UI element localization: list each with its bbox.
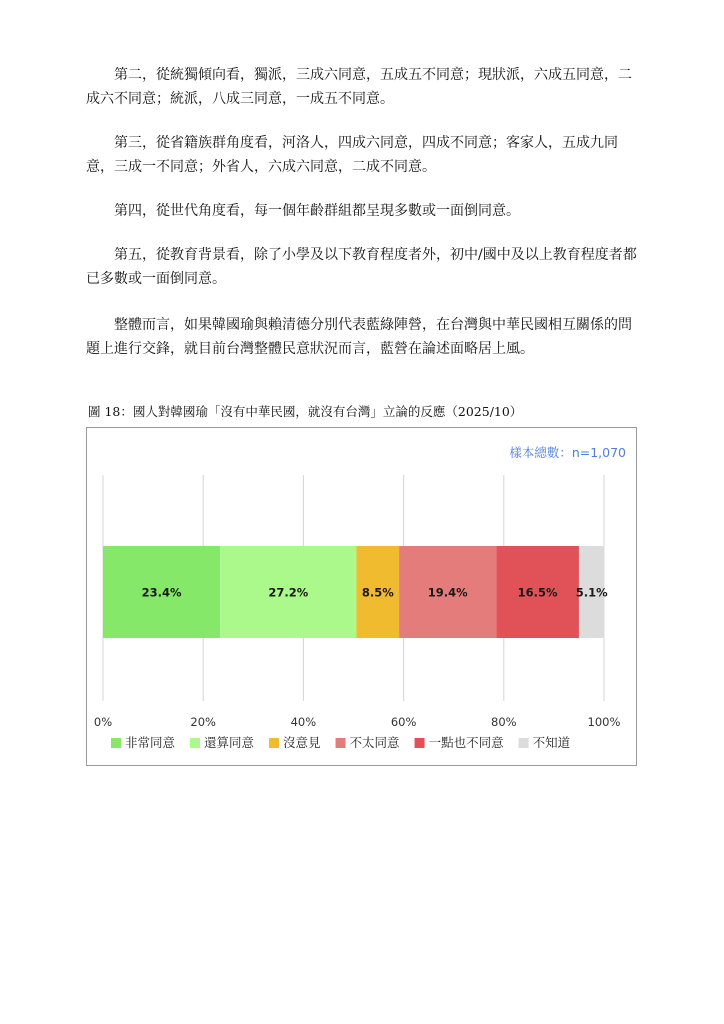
legend-label: 沒意見 — [283, 735, 321, 750]
x-tick-label: 80% — [491, 715, 517, 729]
paragraph-ethnic-groups: 第三，從省籍族群角度看，河洛人，四成六同意，四成不同意；客家人，五成九同意，三成一不同意；外省人，六成六同意，二成不同意。 — [86, 135, 618, 175]
data-label: 19.4% — [427, 585, 468, 600]
legend-label: 還算同意 — [204, 735, 255, 750]
legend-swatch — [415, 738, 425, 748]
x-tick-label: 60% — [390, 715, 417, 729]
legend-swatch — [269, 738, 279, 748]
legend-swatch — [190, 738, 200, 748]
x-tick-label: 20% — [190, 715, 216, 729]
legend-swatch — [519, 738, 529, 748]
legend-label: 非常同意 — [125, 735, 176, 750]
data-label: 27.2% — [268, 585, 309, 600]
legend-label: 不知道 — [532, 735, 571, 750]
data-label: 23.4% — [141, 585, 182, 600]
data-label: 8.5% — [361, 585, 394, 600]
stacked-bar-chart — [87, 428, 638, 767]
x-tick-label: 40% — [290, 715, 317, 729]
data-label: 16.5% — [517, 585, 558, 600]
paragraph-generations: 第四，從世代角度看，每一個年齡群組都呈現多數或一面倒同意。 — [114, 203, 520, 219]
paragraph-education: 第五，從教育背景看，除了小學及以下教育程度者外，初中/國中及以上教育程度者都已多數或一面倒同意。 — [86, 247, 637, 287]
legend-label: 不太同意 — [349, 735, 400, 750]
paragraph-unification-independence: 第二，從統獨傾向看，獨派，三成六同意，五成五不同意；現狀派，六成五同意，二成六不同意；統派，八成三同意，一成五不同意。 — [86, 67, 632, 107]
sample-size-note: 樣本總數：n=1,070 — [509, 445, 626, 460]
x-tick-label: 0% — [93, 715, 113, 729]
data-label: 5.1% — [575, 585, 608, 600]
figure-caption: 圖 18：國人對韓國瑜「沒有中華民國，就沒有台灣」立論的反應（2025/10） — [88, 404, 523, 419]
legend-swatch — [111, 738, 121, 748]
paragraph-summary: 整體而言，如果韓國瑜與賴清德分別代表藍綠陣營，在台灣與中華民國相互關係的問題上進行交鋒，就目前台灣整體民意狀況而言，藍營在論述面略居上風。 — [86, 317, 632, 357]
x-tick-label: 100% — [587, 715, 621, 729]
legend-swatch — [336, 738, 346, 748]
legend-label: 一點也不同意 — [428, 735, 504, 750]
chart-frame — [86, 427, 637, 766]
